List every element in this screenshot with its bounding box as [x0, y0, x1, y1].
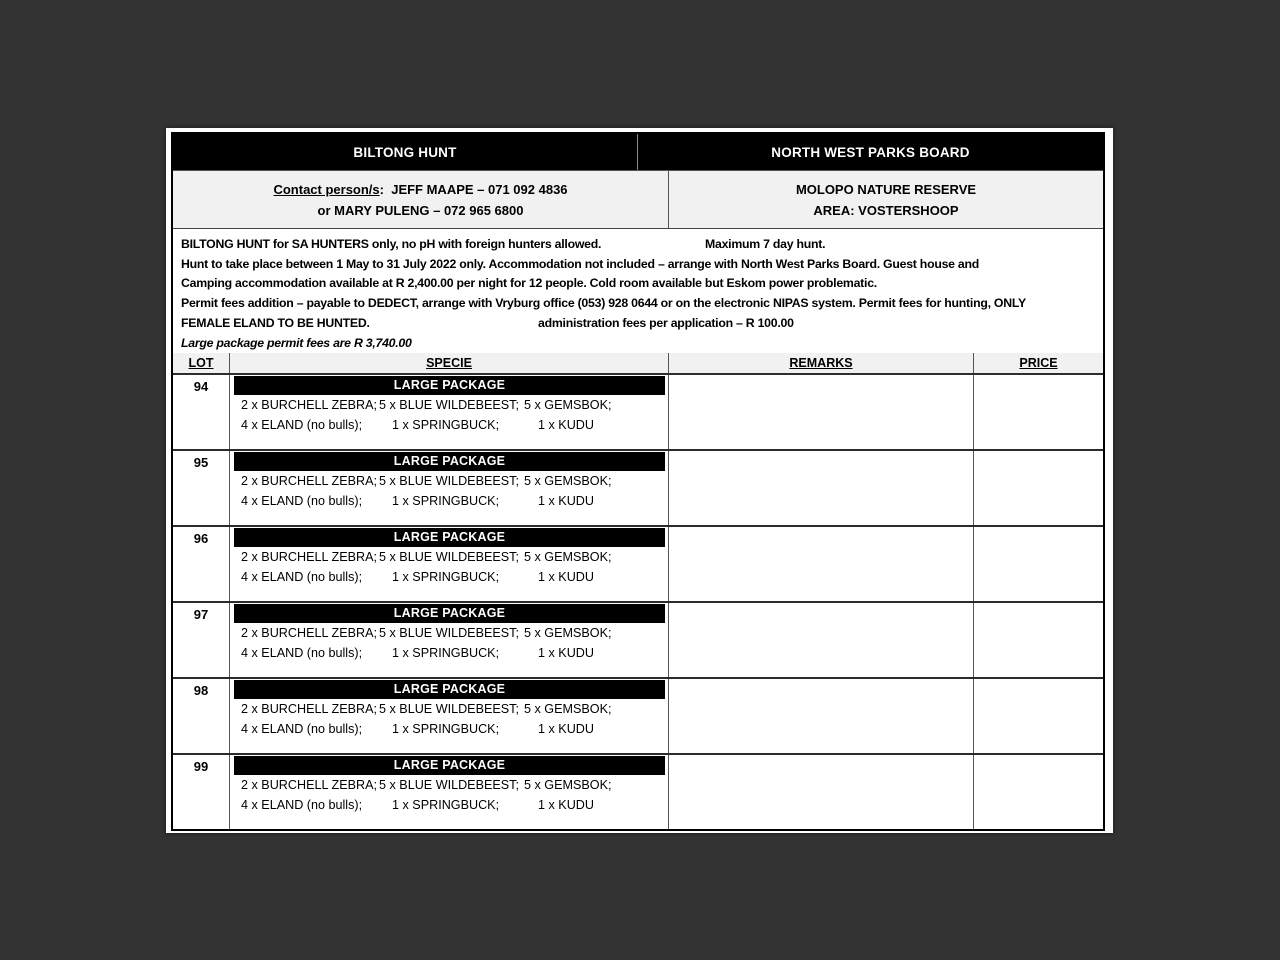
lot-number: 99	[173, 755, 230, 829]
reserve-area: AREA: VOSTERSHOOP	[813, 203, 959, 218]
note-line-6: Large package permit fees are R 3,740.00	[181, 335, 412, 350]
col-header-remarks: REMARKS	[669, 353, 974, 373]
remarks-cell	[669, 375, 974, 449]
package-bar: LARGE PACKAGE	[234, 376, 665, 395]
table-row	[173, 753, 1103, 829]
specie-cell	[230, 451, 669, 525]
specie-cell	[230, 603, 669, 677]
col-header-lot: LOT	[173, 353, 230, 373]
remarks-cell	[669, 755, 974, 829]
note-line-4: Permit fees addition – payable to DEDECT, arrange with Vryburg office (053) 928 0644 or on the electronic NIPAS system. Permit fees for hunting, ONLY	[181, 296, 1026, 311]
contact-line-1	[173, 179, 668, 200]
col-header-specie: SPECIE	[230, 353, 669, 373]
note-1a: BILTONG HUNT for SA HUNTERS only, no pH with foreign hunters allowed.	[181, 237, 602, 251]
note-1b: Maximum 7 day hunt.	[705, 237, 826, 251]
specie-cell	[230, 679, 669, 753]
species-line: 4 x ELAND (no bulls); 1 x SPRINGBUCK; 1 x KUDU	[241, 418, 594, 432]
package-bar: LARGE PACKAGE	[234, 452, 665, 471]
species-line: 2 x BURCHELL ZEBRA; 5 x BLUE WILDEBEEST; 5 x GEMSBOK;	[241, 398, 612, 412]
price-cell	[974, 375, 1103, 449]
table-row	[173, 677, 1103, 753]
document-page	[166, 128, 1113, 833]
package-bar: LARGE PACKAGE	[234, 528, 665, 547]
table-row	[173, 449, 1103, 525]
lots-table-header	[173, 353, 1103, 375]
remarks-cell	[669, 679, 974, 753]
table-row	[173, 525, 1103, 601]
specie-cell	[230, 755, 669, 829]
contact-label: Contact person/s	[273, 182, 380, 197]
lot-number: 98	[173, 679, 230, 753]
price-cell	[974, 451, 1103, 525]
table-row	[173, 601, 1103, 677]
title-banner-left: BILTONG HUNT	[173, 134, 638, 170]
species-line: 4 x ELAND (no bulls); 1 x SPRINGBUCK; 1 x KUDU	[241, 722, 594, 736]
species-line: 4 x ELAND (no bulls); 1 x SPRINGBUCK; 1 x KUDU	[241, 570, 594, 584]
package-bar: LARGE PACKAGE	[234, 756, 665, 775]
note-line-2: Hunt to take place between 1 May to 31 July 2022 only. Accommodation not included – arrange with North West Parks Board. Guest house and	[181, 256, 980, 271]
remarks-cell	[669, 451, 974, 525]
remarks-cell	[669, 527, 974, 601]
species-line: 2 x BURCHELL ZEBRA; 5 x BLUE WILDEBEEST; 5 x GEMSBOK;	[241, 550, 612, 564]
note-line-5	[181, 314, 1095, 334]
note-line-1	[181, 235, 1095, 255]
hunt-document-table	[171, 132, 1105, 831]
contact-value: : JEFF MAAPE – 071 092 4836	[379, 182, 568, 197]
species-line: 4 x ELAND (no bulls); 1 x SPRINGBUCK; 1 x KUDU	[241, 494, 594, 508]
note-5a: FEMALE ELAND TO BE HUNTED.	[181, 315, 370, 330]
species-line: 2 x BURCHELL ZEBRA; 5 x BLUE WILDEBEEST; 5 x GEMSBOK;	[241, 778, 612, 792]
specie-cell	[230, 375, 669, 449]
lot-number: 97	[173, 603, 230, 677]
lot-number: 96	[173, 527, 230, 601]
species-line: 2 x BURCHELL ZEBRA; 5 x BLUE WILDEBEEST; 5 x GEMSBOK;	[241, 702, 612, 716]
specie-cell	[230, 527, 669, 601]
contact-line-2: or MARY PULENG – 072 965 6800	[317, 203, 524, 218]
contact-persons	[173, 171, 669, 228]
price-cell	[974, 603, 1103, 677]
species-line: 4 x ELAND (no bulls); 1 x SPRINGBUCK; 1 x KUDU	[241, 798, 594, 812]
price-cell	[974, 755, 1103, 829]
col-header-price: PRICE	[1019, 356, 1058, 370]
price-cell	[974, 527, 1103, 601]
lot-number: 94	[173, 375, 230, 449]
reserve-name: MOLOPO NATURE RESERVE	[795, 182, 977, 197]
lot-number: 95	[173, 451, 230, 525]
note-line-3: Camping accommodation available at R 2,400.00 per night for 12 people. Cold room available but Eskom power problematic.	[181, 276, 877, 291]
note-5b: administration fees per application – R 100.00	[538, 315, 794, 330]
reserve-info	[669, 171, 1103, 228]
title-banner	[173, 134, 1103, 170]
package-bar: LARGE PACKAGE	[234, 604, 665, 623]
table-row	[173, 375, 1103, 449]
notes-section	[173, 229, 1103, 353]
title-banner-right: NORTH WEST PARKS BOARD	[771, 144, 970, 160]
species-line: 2 x BURCHELL ZEBRA; 5 x BLUE WILDEBEEST; 5 x GEMSBOK;	[241, 626, 612, 640]
remarks-cell	[669, 603, 974, 677]
species-line: 4 x ELAND (no bulls); 1 x SPRINGBUCK; 1 x KUDU	[241, 646, 594, 660]
contact-row	[173, 170, 1103, 229]
species-line: 2 x BURCHELL ZEBRA; 5 x BLUE WILDEBEEST; 5 x GEMSBOK;	[241, 474, 612, 488]
package-bar: LARGE PACKAGE	[234, 680, 665, 699]
price-cell	[974, 679, 1103, 753]
